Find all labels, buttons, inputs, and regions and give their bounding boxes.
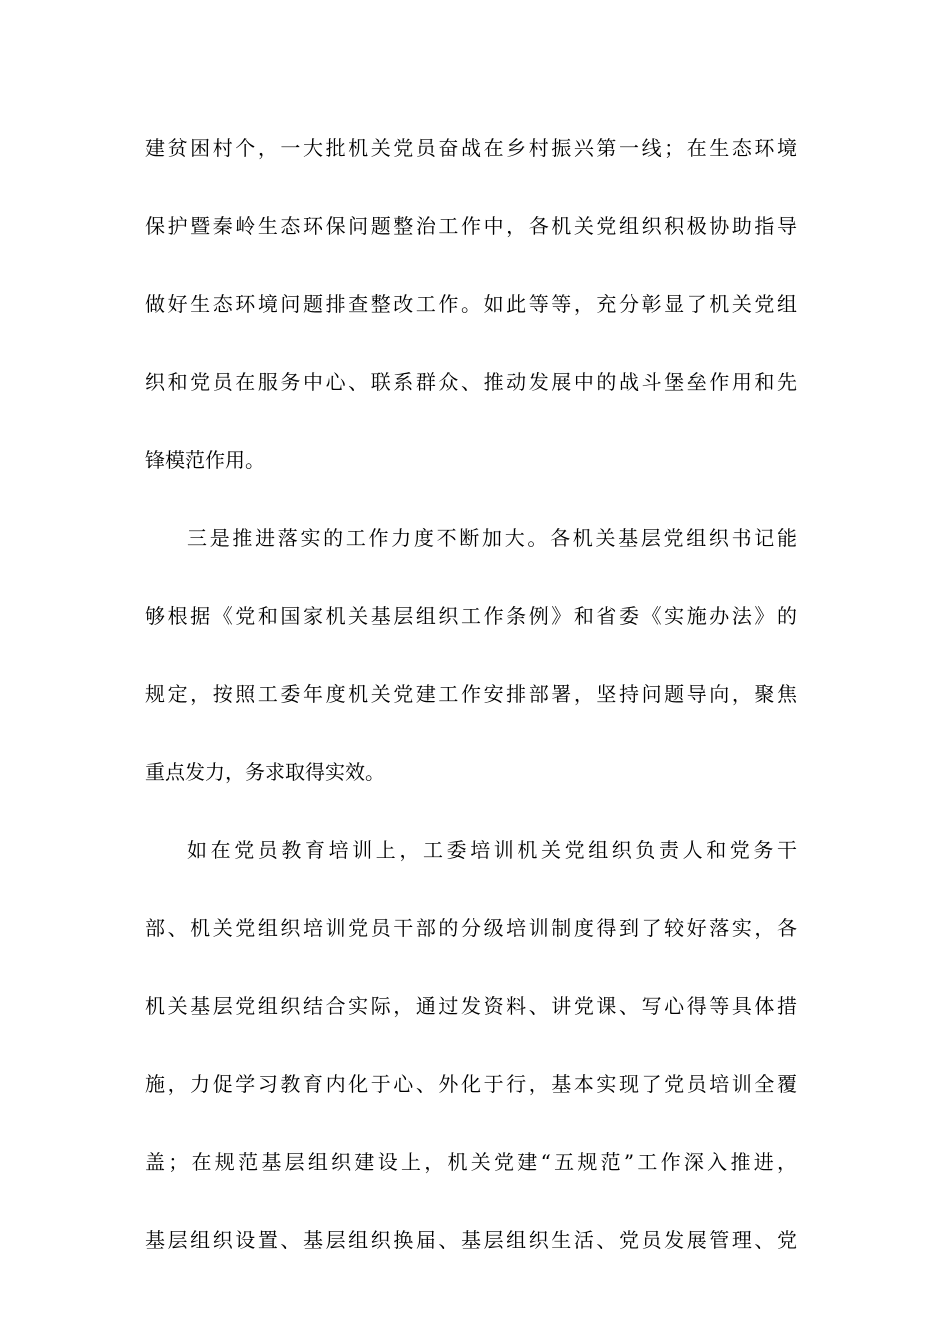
paragraph-first-line: 如在党员教育培训上，工委培训机关党组织负责人和党务干 [187,838,797,862]
text-line: 锋模范作用。 [145,448,265,472]
text-line: 建贫困村个，一大批机关党员奋战在乡村振兴第一线；在生态环境 [145,136,797,160]
text-line: 规定，按照工委年度机关党建工作安排部署，坚持问题导向，聚焦 [145,682,797,706]
paragraph-first-line: 三是推进落实的工作力度不断加大。各机关基层党组织书记能 [187,526,797,550]
text-line: 盖；在规范基层组织建设上，机关党建“五规范”工作深入推进， [145,1150,797,1174]
text-line: 机关基层党组织结合实际，通过发资料、讲党课、写心得等具体措 [145,994,797,1018]
text-line: 部、机关党组织培训党员干部的分级培训制度得到了较好落实，各 [145,916,797,940]
text-line: 基层组织设置、基层组织换届、基层组织生活、党员发展管理、党 [145,1228,797,1252]
text-line: 保护暨秦岭生态环保问题整治工作中，各机关党组织积极协助指导 [145,214,797,238]
text-line: 重点发力，务求取得实效。 [145,760,385,784]
text-line: 够根据《党和国家机关基层组织工作条例》和省委《实施办法》的 [145,604,797,628]
text-line: 织和党员在服务中心、联系群众、推动发展中的战斗堡垒作用和先 [145,370,797,394]
text-line: 做好生态环境问题排查整改工作。如此等等，充分彰显了机关党组 [145,292,797,316]
document-body [145,128,797,1298]
text-line: 施，力促学习教育内化于心、外化于行，基本实现了党员培训全覆 [145,1072,797,1096]
